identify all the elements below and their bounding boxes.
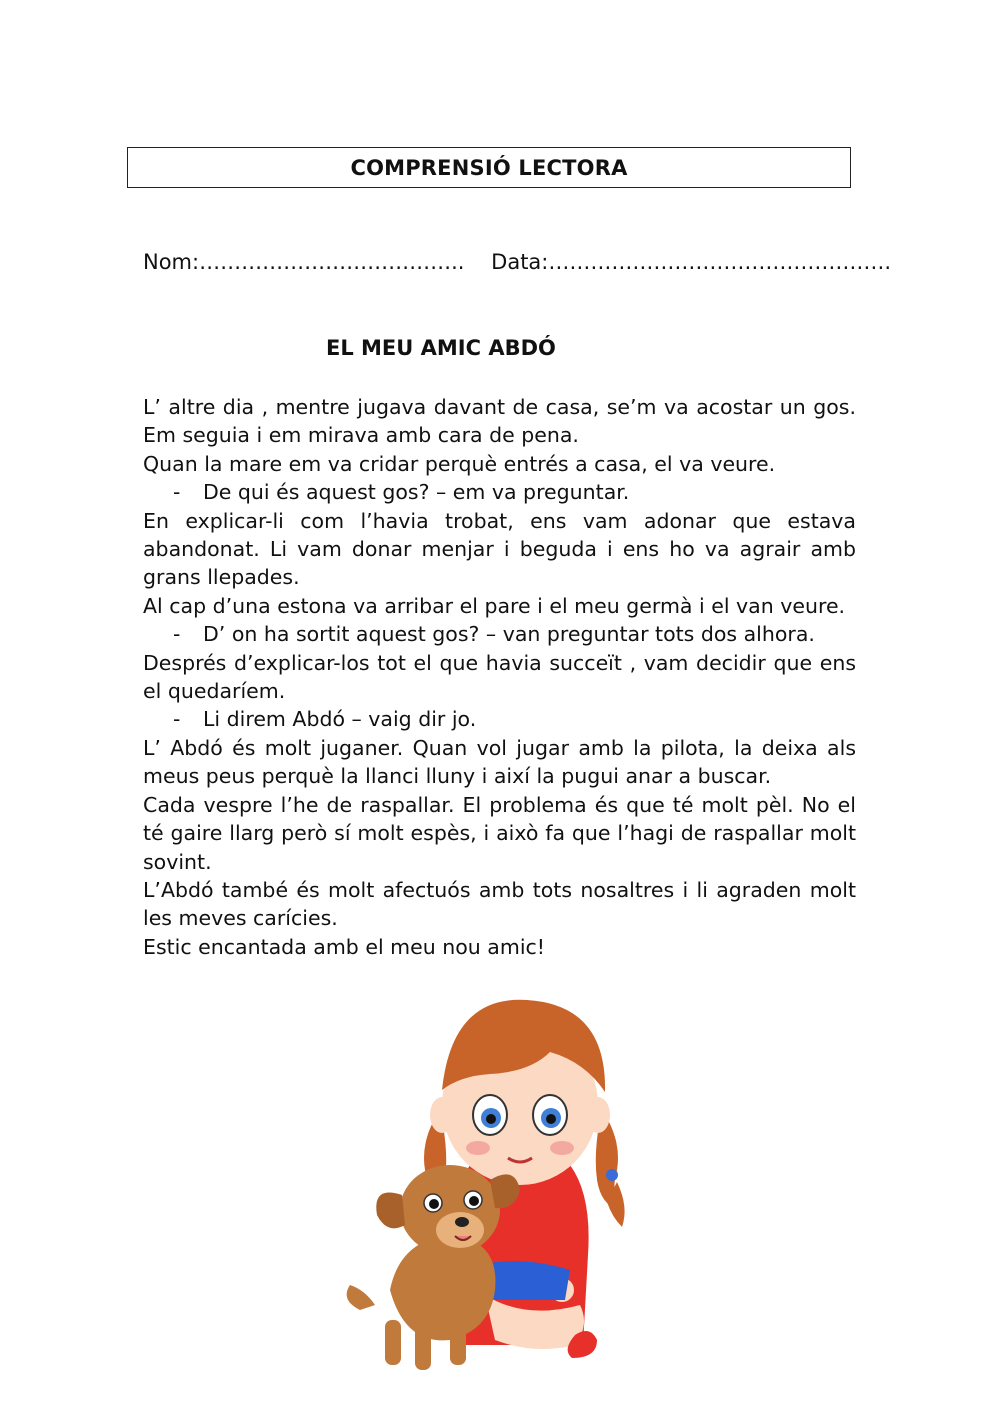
- story-paragraph: L’ altre dia , mentre jugava davant de casa, se’m va acostar un gos. Em seguia i em mirava amb cara de pena.: [143, 395, 856, 448]
- story-paragraph: En explicar-li com l’havia trobat, ens vam adonar que estava abandonat. Li vam donar menjar i beguda i ens ho va agrair amb grans llepades.: [143, 508, 856, 590]
- dialogue-line: [143, 620, 856, 648]
- dialogue-text: De qui és aquest gos? – em va preguntar.: [203, 480, 630, 505]
- story-paragraph: L’Abdó també és molt afectuós amb tots nosaltres i li agraden molt les meves carícies.: [143, 877, 856, 931]
- story-title: EL MEU AMIC ABDÓ: [326, 336, 556, 360]
- name-date-line: [143, 250, 892, 274]
- worksheet-title: COMPRENSIÓ LECTORA: [350, 155, 628, 180]
- story-paragraph: Cada vespre l’he de raspallar. El problema és que té molt pèl. No el té gaire llarg però sí molt espès, i això fa que l’hagi de raspallar molt sovint.: [143, 792, 856, 874]
- story-text: [143, 393, 856, 961]
- story-paragraph: Al cap d’una estona va arribar el pare i el meu germà i el van veure.: [143, 593, 846, 618]
- date-field[interactable]: ………………………………………….: [548, 250, 892, 274]
- dialogue-text: D’ on ha sortit aquest gos? – van preguntar tots dos alhora.: [203, 622, 815, 647]
- story-paragraph: Després d’explicar-los tot el que havia succeït , vam decidir que ens el quedaríem.: [143, 650, 856, 704]
- dialogue-dash: -: [173, 622, 181, 647]
- worksheet-title-box: [127, 147, 851, 188]
- dialogue-line: [143, 705, 856, 733]
- story-paragraph: Estic encantada amb el meu nou amic!: [143, 934, 546, 959]
- dialogue-dash: -: [173, 480, 181, 505]
- girl-and-dog-illustration: [330, 990, 650, 1385]
- dialogue-dash: -: [173, 707, 181, 732]
- story-paragraph: L’ Abdó és molt juganer. Quan vol jugar amb la pilota, la deixa als meus peus perquè la llanci lluny i així la pugui anar a buscar.: [143, 735, 856, 789]
- date-label: Data:: [491, 250, 549, 274]
- dialogue-text: Li direm Abdó – vaig dir jo.: [203, 707, 477, 732]
- name-field[interactable]: ………………………………..: [199, 250, 465, 274]
- story-paragraph: Quan la mare em va cridar perquè entrés a casa, el va veure.: [143, 451, 776, 476]
- name-label: Nom:: [143, 250, 200, 274]
- dialogue-line: [143, 478, 856, 506]
